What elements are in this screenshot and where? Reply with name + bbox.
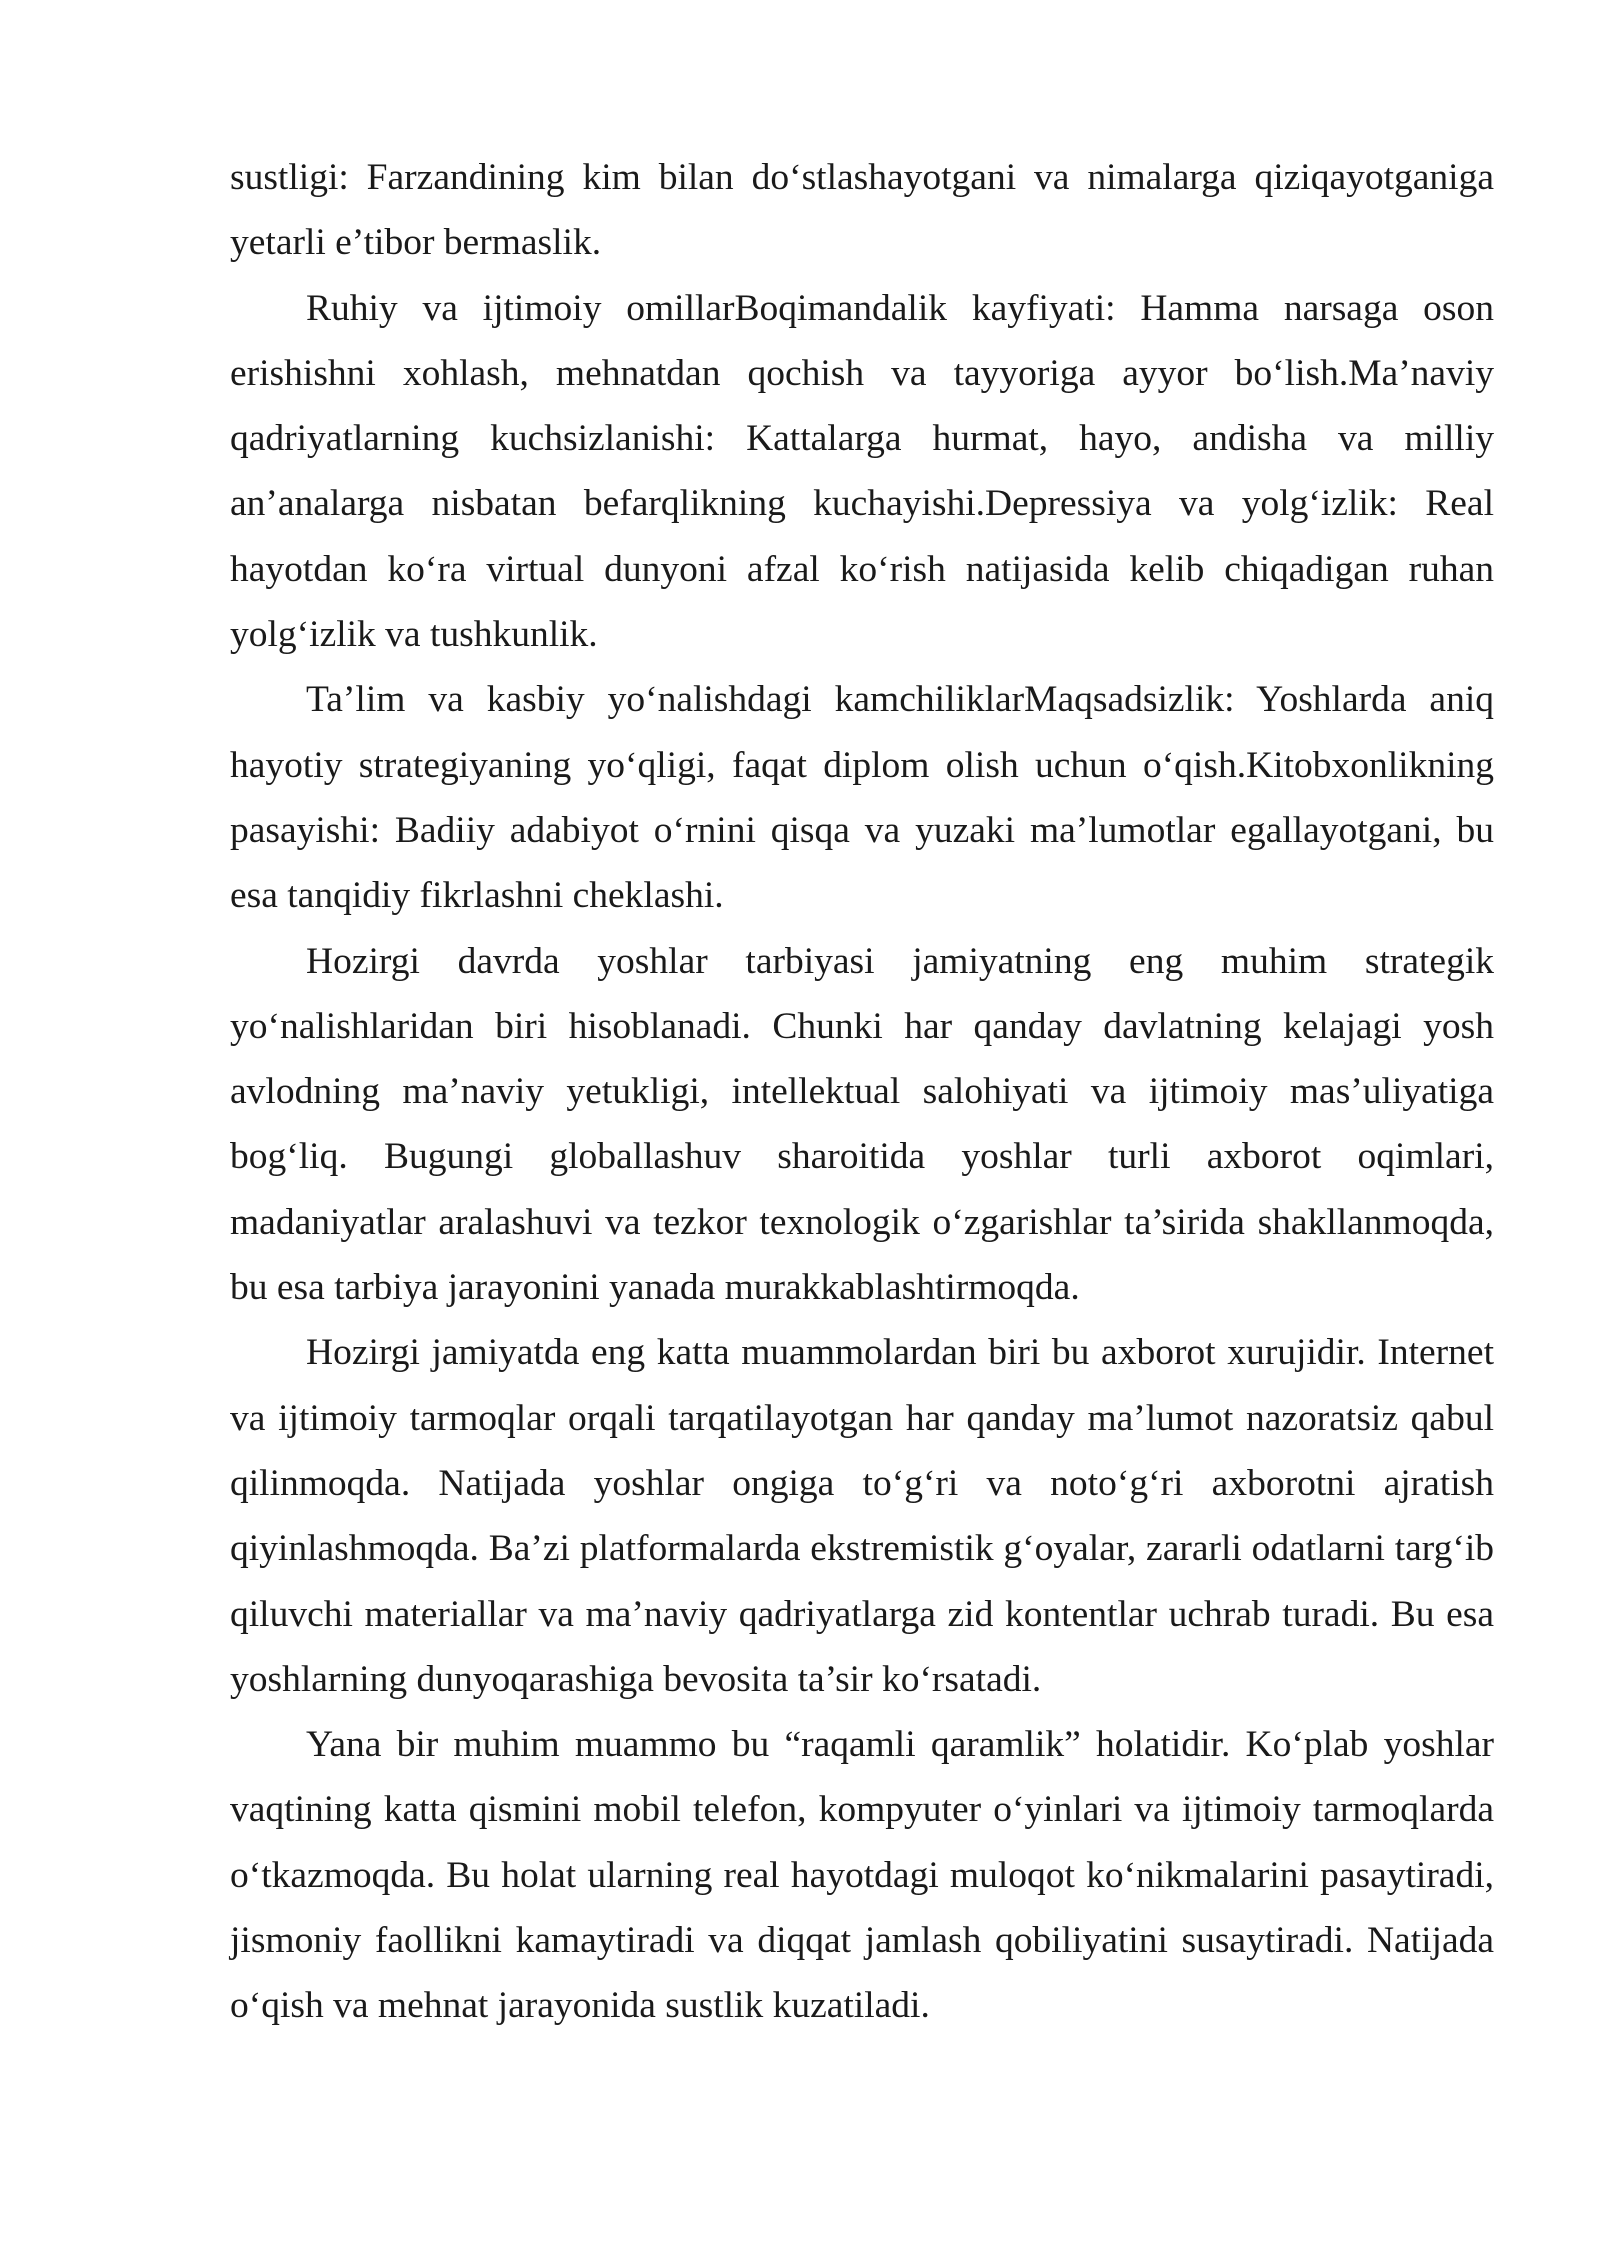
paragraph-continuation: sustligi: Farzandining kim bilan do‘stlashayotgani va nimalarga qiziqayotganiga yetarli e’tibor bermaslik. bbox=[230, 157, 1494, 264]
paragraph-psychological-factors: Ruhiy va ijtimoiy omillarBoqimandalik kayfiyati: Hamma narsaga oson erishishni xohlash, mehnatdan qochish va tayyoriga ayyor bo‘lish.Ma’naviy qadriyatlarning kuchsizlanishi: Kattalarga hurmat, hayo, andisha va milliy an’analarga nisbatan befarqlikning kuchayishi.Depressiya va yolg‘izlik: Real hayotdan ko‘ra virtual dunyoni afzal ko‘rish natijasida kelib chiqadigan ruhan yolg‘izlik va tushkunlik. bbox=[230, 287, 1494, 656]
paragraph-youth-upbringing: Hozirgi davrda yoshlar tarbiyasi jamiyatning eng muhim strategik yo‘nalishlaridan biri hisoblanadi. Chunki har qanday davlatning kelajagi yosh avlodning ma’naviy yetukligi, intellektual salohiyati va ijtimoiy mas’uliyatiga bog‘liq. Bugungi globallashuv sharoitida yoshlar turli axborot oqimlari, madaniyatlar aralashuvi va tezkor texnologik o‘zgarishlar ta’sirida shakllanmoqda, bu esa tarbiya jarayonini yanada murakkablashtirmoqda. bbox=[230, 940, 1494, 1309]
paragraph-digital-addiction: Yana bir muhim muammo bu “raqamli qaramlik” holatidir. Ko‘plab yoshlar vaqtining katta qismini mobil telefon, kompyuter o‘yinlari va ijtimoiy tarmoqlarda o‘tkazmoqda. Bu holat ularning real hayotdagi muloqot ko‘nikmalarini pasaytiradi, jismoniy faollikni kamaytiradi va diqqat jamlash qobiliyatini susaytiradi. Natijada o‘qish va mehnat jarayonida sustlik kuzatiladi. bbox=[230, 1724, 1494, 2027]
body-text bbox=[230, 145, 1494, 2039]
paragraph-information-attack: Hozirgi jamiyatda eng katta muammolardan biri bu axborot xurujidir. Internet va ijtimoiy tarmoqlar orqali tarqatilayotgan har qanday ma’lumot nazoratsiz qabul qilinmoqda. Natijada yoshlar ongiga to‘g‘ri va noto‘g‘ri axborotni ajratish qiyinlashmoqda. Ba’zi platformalarda ekstremistik g‘oyalar, zararli odatlarni targ‘ib qiluvchi materiallar va ma’naviy qadriyatlarga zid kontentlar uchrab turadi. Bu esa yoshlarning dunyoqarashiga bevosita ta’sir ko‘rsatadi. bbox=[230, 1332, 1494, 1700]
paragraph-education-shortcomings: Ta’lim va kasbiy yo‘nalishdagi kamchiliklarMaqsadsizlik: Yoshlarda aniq hayotiy strategiyaning yo‘qligi, faqat diplom olish uchun o‘qish.Kitobxonlikning pasayishi: Badiiy adabiyot o‘rnini qisqa va yuzaki ma’lumotlar egallayotgani, bu esa tanqidiy fikrlashni cheklashi. bbox=[230, 679, 1494, 917]
